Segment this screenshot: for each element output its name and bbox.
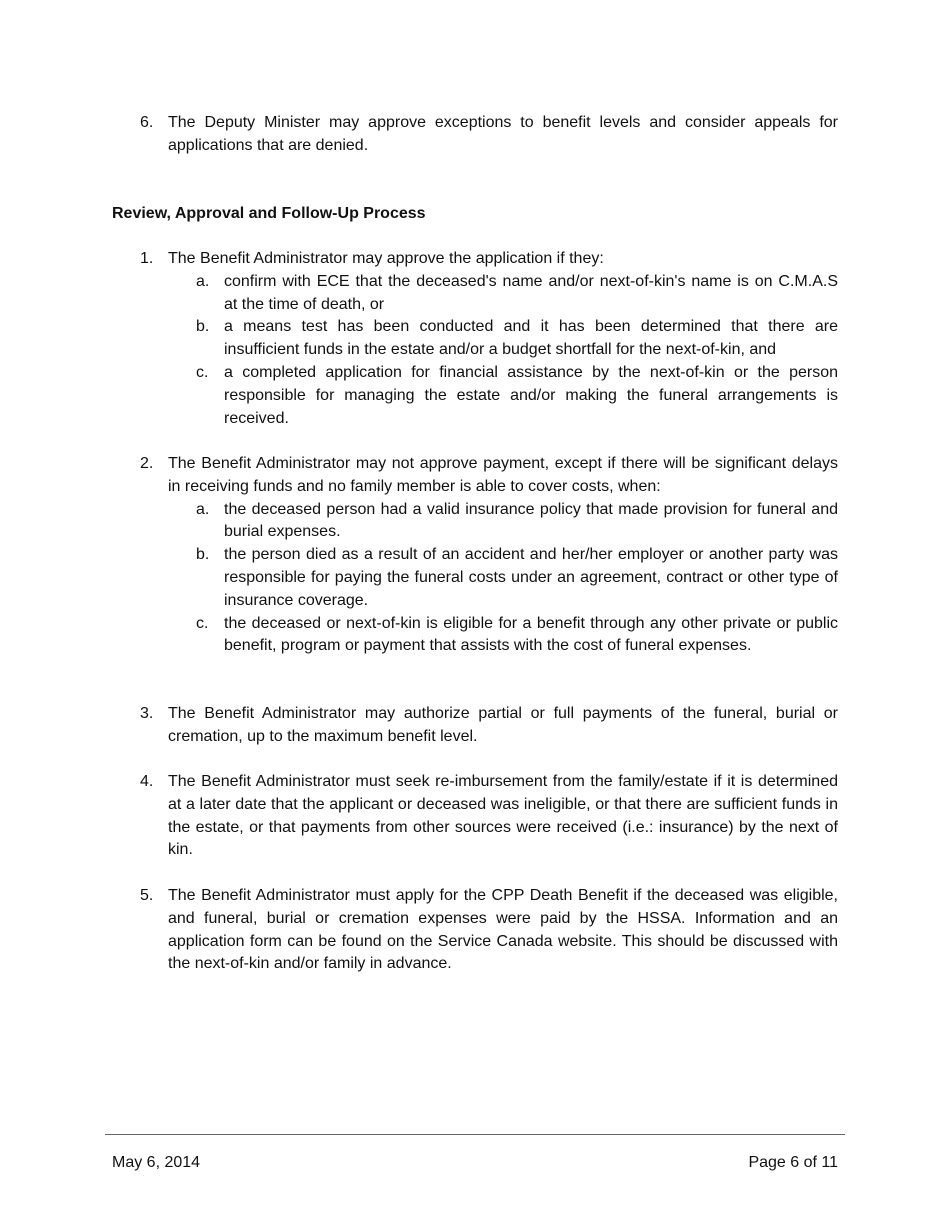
list-item-4	[112, 771, 838, 862]
sub-item-2c	[168, 613, 838, 659]
sub-item-text: a completed application for financial assistance by the next-of-kin or the person responsible for managing the estate and/or making the funeral arrangements is received.	[224, 363, 838, 427]
list-item-text: The Benefit Administrator may not approve payment, except if there will be significant delays in receiving funds and no family member is able to cover costs, when:	[168, 455, 838, 495]
numbered-list-3	[112, 703, 838, 749]
list-item-text: The Deputy Minister may approve exceptions to benefit levels and consider appeals for applications that are denied.	[168, 114, 838, 154]
list-number: 5.	[140, 887, 154, 904]
list-item-text: The Benefit Administrator may approve the application if they:	[168, 250, 604, 267]
sub-item-text: the person died as a result of an accident and her/her employer or another party was responsible for paying the funeral costs under an agreement, contract or other type of insurance coverage.	[224, 546, 838, 609]
sub-item-text: the deceased or next-of-kin is eligible for a benefit through any other private or public benefit, program or payment that assists with the cost of funeral expenses.	[224, 614, 838, 655]
list-number: 3.	[140, 705, 154, 722]
sub-letter: b.	[196, 318, 210, 336]
sub-letter: c.	[196, 363, 209, 381]
list-item-text: The Benefit Administrator must seek re-imbursement from the family/estate if it is determined at a later date that the applicant or deceased was ineligible, or that there are sufficient funds in the estate, or that payments from other sources were received (i.e.: insurance) by the next of kin.	[168, 773, 838, 859]
sub-item-2b	[168, 544, 838, 612]
sub-letter: a.	[196, 500, 210, 518]
list-item-2	[112, 453, 838, 658]
section-heading: Review, Approval and Follow-Up Process	[112, 205, 426, 222]
sub-item-1c	[168, 362, 838, 430]
numbered-list-2	[112, 453, 838, 658]
sub-letter: b.	[196, 546, 210, 564]
footer-divider	[105, 1134, 845, 1135]
list-number: 6.	[140, 114, 154, 131]
list-item-text: The Benefit Administrator must apply for the CPP Death Benefit if the deceased was eligible, and funeral, burial or cremation expenses were paid by the HSSA. Information and an application form can be found on the Service Canada website. This should be discussed with the next-of-kin and/or family in advance.	[168, 887, 838, 973]
footer-page-number: Page 6 of 11	[748, 1154, 838, 1171]
list-item-5	[112, 885, 838, 976]
sub-item-text: confirm with ECE that the deceased's name and/or next-of-kin's name is on C.M.A.S at the time of death, or	[224, 272, 838, 313]
list-item-text: The Benefit Administrator may authorize partial or full payments of the funeral, burial or cremation, up to the maximum benefit level.	[168, 705, 838, 745]
footer-date: May 6, 2014	[112, 1154, 201, 1171]
list-item-6	[112, 112, 838, 158]
numbered-list-5	[112, 885, 838, 976]
intro-list	[112, 112, 838, 158]
list-number: 2.	[140, 455, 154, 472]
sub-letter: c.	[196, 614, 209, 632]
sub-item-1a	[168, 271, 838, 317]
sub-item-text: a means test has been conducted and it has been determined that there are insufficient funds in the estate and/or a budget shortfall for the next-of-kin, and	[224, 318, 838, 359]
list-item-3	[112, 703, 838, 749]
sub-letter: a.	[196, 272, 210, 290]
sub-item-text: the deceased person had a valid insurance policy that made provision for funeral and burial expenses.	[224, 500, 838, 541]
list-number: 4.	[140, 773, 154, 790]
sub-item-1b	[168, 316, 838, 362]
list-number: 1.	[140, 250, 154, 267]
numbered-list-4	[112, 771, 838, 862]
list-item-1	[112, 248, 838, 430]
numbered-list-1	[112, 248, 838, 430]
sub-item-2a	[168, 499, 838, 545]
